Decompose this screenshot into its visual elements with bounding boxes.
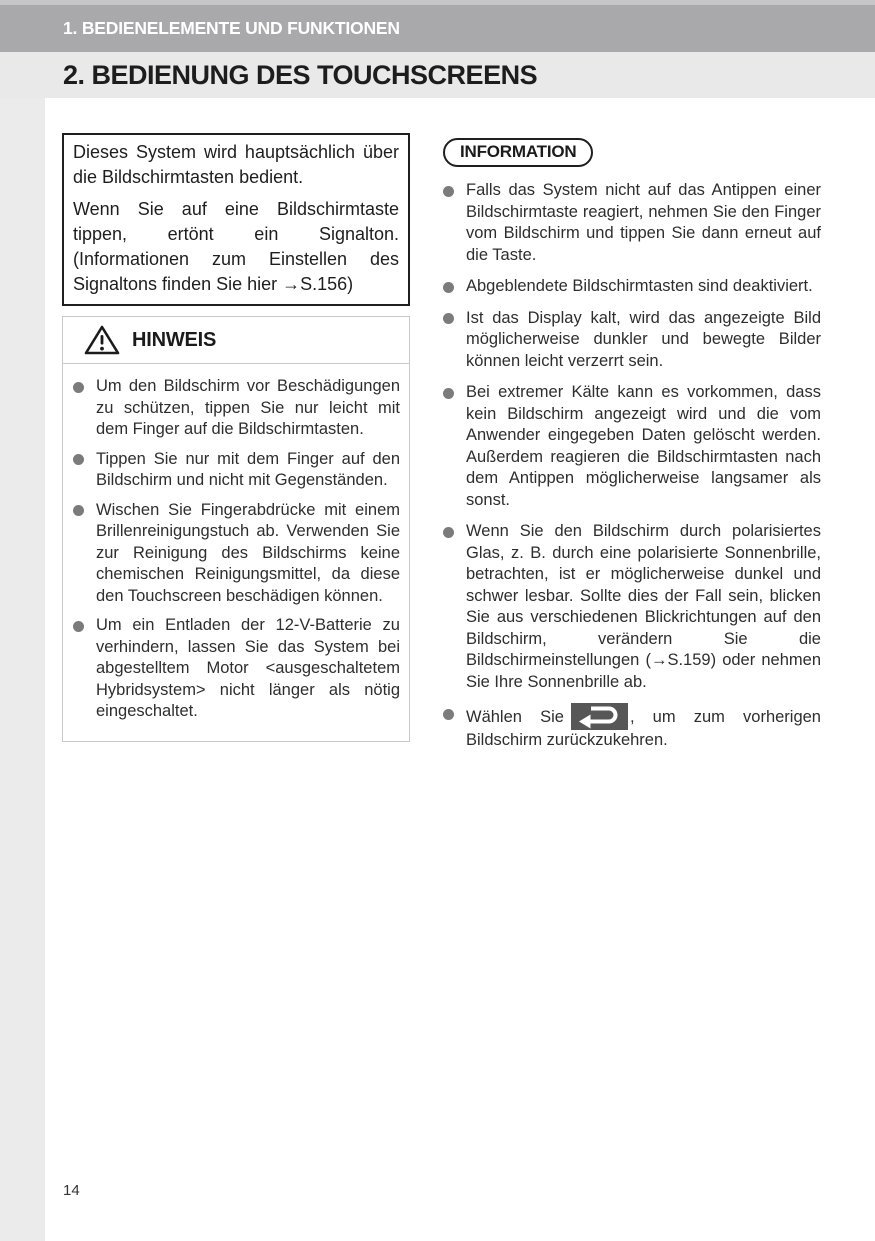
warning-triangle-icon xyxy=(84,324,120,356)
bullet-dot-icon xyxy=(443,313,454,324)
information-item: Ist das Display kalt, wird das angezeigte Bild möglicherweise dunkler und bewegte Bilder können leicht verzerrt sein. xyxy=(443,308,821,373)
bullet-dot-icon xyxy=(443,388,454,399)
bullet-dot-icon xyxy=(443,709,454,720)
information-item: Wenn Sie den Bildschirm durch polarisiertes Glas, z. B. durch eine polarisierte Sonnenbrille, betrachten, ist er möglicherweise dunkel und schwer lesbar. Sollte dies der Fall sein, blicken Sie aus verschiedenen Blickrichtungen auf den Bildschirm, verändern Sie die Bildschirmeinstellungen (→S.159) oder nehmen Sie Ihre Sonnenbrille ab. xyxy=(443,521,821,693)
information-item: Falls das System nicht auf das Antippen einer Bildschirmtaste reagiert, nehmen Sie den Finger vom Bildschirm und tippen Sie dann erneut auf die Taste. xyxy=(443,180,821,266)
intro-box xyxy=(62,133,410,306)
notice-item: Tippen Sie nur mit dem Finger auf den Bildschirm und nicht mit Gegenständen. xyxy=(73,449,400,492)
information-item: Abgeblendete Bildschirmtasten sind deaktiviert. xyxy=(443,276,821,298)
notice-title: HINWEIS xyxy=(132,328,217,351)
information-badge xyxy=(443,138,593,167)
information-item-return xyxy=(443,703,821,752)
bullet-dot-icon xyxy=(73,454,84,465)
bullet-dot-icon xyxy=(73,505,84,516)
notice-list xyxy=(63,364,409,741)
right-column xyxy=(443,138,821,752)
notice-item: Um den Bildschirm vor Beschädigungen zu schützen, tippen Sie nur leicht mit dem Finger auf die Bildschirmtasten. xyxy=(73,376,400,441)
section-title-band xyxy=(0,52,875,98)
bullet-dot-icon xyxy=(443,282,454,293)
left-column xyxy=(62,133,410,742)
return-instruction: Wählen Sie , um zum vorherigen Bildschirm zurückzukehren. xyxy=(466,703,821,752)
notice-item: Wischen Sie Fingerabdrücke mit einem Brillenreinigungstuch ab. Verwenden Sie zur Reinigung des Bildschirms keine chemischen Reinigungsmittel, da diese den Touchscreen beschädigen können. xyxy=(73,500,400,608)
chapter-title: 1. BEDIENELEMENTE UND FUNKTIONEN xyxy=(63,18,400,38)
notice-item: Um ein Entladen der 12-V-Batterie zu verhindern, lassen Sie das System bei abgestelltem Motor <ausgeschaltetem Hybridsystem> nicht länger als nötig eingeschaltet. xyxy=(73,615,400,723)
page-title: 2. BEDIENUNG DES TOUCHSCREENS xyxy=(63,59,538,90)
chapter-header-bar xyxy=(0,5,875,52)
information-title: INFORMATION xyxy=(460,142,577,161)
bullet-dot-icon xyxy=(443,186,454,197)
notice-header xyxy=(63,317,409,364)
bullet-dot-icon xyxy=(73,382,84,393)
page-number: 14 xyxy=(63,1182,80,1199)
return-button-icon xyxy=(571,703,628,730)
information-item: Bei extremer Kälte kann es vorkommen, dass kein Bildschirm angezeigt wird und die vom Anwender eingegeben Daten gelöscht werden. Außerdem reagieren die Bildschirmtasten nach dem Antippen möglicherweise langsamer als sonst. xyxy=(443,382,821,511)
notice-box xyxy=(62,316,410,742)
information-list xyxy=(443,180,821,752)
bullet-dot-icon xyxy=(73,621,84,632)
intro-paragraph-1: Dieses System wird hauptsächlich über die Bildschirmtasten bedient. xyxy=(73,142,399,187)
intro-paragraph-2: Wenn Sie auf eine Bildschirmtaste tippen, ertönt ein Signalton. (Informationen zum Einstellen des Signaltons finden Sie hier →S.156) xyxy=(73,199,399,294)
content-panel xyxy=(45,98,875,1241)
bullet-dot-icon xyxy=(443,527,454,538)
